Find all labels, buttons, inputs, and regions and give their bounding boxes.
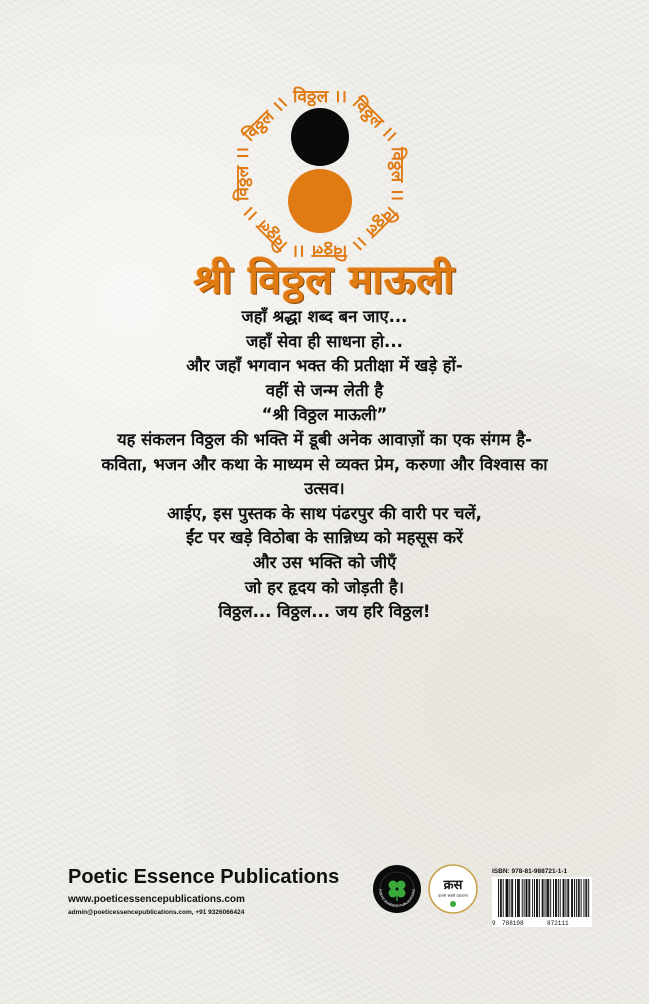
barcode-bar [503,879,504,917]
tilak-top-dot [291,108,349,166]
barcode-bar [512,879,513,917]
blurb-line: ईंट पर खड़े विठोबा के सान्निध्य को महसूस करें [186,528,463,548]
barcode-bar [498,879,499,917]
barcode-bar [547,879,548,917]
barcode-bar [588,879,589,917]
blurb-line: जो हर हृदय को जोड़ती है। [244,577,405,597]
barcode-bar [585,879,586,917]
barcode-digit-left: 9 [492,920,496,927]
barcode-digits-right: 872111 [547,920,569,927]
ring-word: विठ्ठल ।। [348,93,401,146]
blurb-line: कविता, भजन और कथा के माध्यम से व्यक्त प्रेम, करुणा और विश्वास का [101,454,548,474]
barcode-bar [506,879,507,917]
blurb-line: यह संकलन विठ्ठल की भक्ति में डूबी अनेक आवाज़ों का एक संगम है- [117,429,532,449]
barcode-digits-mid: 788198 [502,920,524,927]
barcode-bar [536,879,537,917]
barcode-bar [555,879,556,917]
blurb-line: उत्सव। [304,479,345,499]
isbn-barcode [492,877,592,927]
ring-word: विठ्ठल ।। [239,93,292,146]
barcode-bar [526,879,527,917]
barcode-bar [529,879,530,917]
ring-word: विठ्ठल ।। [233,147,253,201]
blurb-line: और जहाँ भगवान भक्त की प्रतीक्षा में खड़े हों- [186,356,463,376]
barcode-bar [556,879,557,917]
blurb-line: जहाँ सेवा ही साधना हो... [246,331,403,351]
barcode-bar [515,879,516,917]
barcode-bar [519,879,520,917]
barcode-bar [565,879,566,917]
blurb-line: आईए, इस पुस्तक के साथ पंढरपुर की वारी पर चलें, [167,503,482,523]
blurb-line: और उस भक्ति को जीएँ [252,552,397,572]
barcode-bar [522,879,523,917]
barcode-bar [539,879,540,917]
barcode-bar [572,879,573,917]
barcode-bar [511,879,512,917]
barcode-bar [548,879,549,917]
barcode-bar [527,879,528,917]
poetic-essence-logo-icon [372,864,422,914]
publisher-website: www.poeticessencepublications.com [68,894,245,905]
book-title: श्री विठ्ठल माऊली [193,256,456,303]
barcode-bar [564,879,565,917]
barcode-bar [517,879,518,917]
ring-word: विठ्ठल ।। [239,202,292,255]
barcode-bar [584,879,585,917]
barcode-bar [567,879,568,917]
barcode-bar [563,879,564,917]
barcode-bar [534,879,535,917]
barcode-bar [550,879,551,917]
isbn-label: ISBN: 978-81-988721-1-1 [492,868,568,875]
barcode-bar [558,879,559,917]
barcode-bar [571,879,572,917]
barcode-bar [553,879,554,917]
barcode-bar [501,879,502,917]
barcode-bar [574,879,575,917]
barcode-bar [581,879,582,917]
logo2-caption: कलम सबसे प्रकाशन [438,893,468,898]
barcode-bar [542,879,543,917]
barcode-bar [524,879,525,917]
barcode-bar [586,879,587,917]
blurb [0,305,649,625]
barcode-bar [508,879,509,917]
tilak-bottom-dot [288,169,352,233]
barcode-bar [507,879,508,917]
ring-word: विठ्ठल ।। [293,241,347,261]
barcode-bar [576,879,577,917]
barcode-bar [528,879,529,917]
publisher-name: Poetic Essence Publications [68,866,340,888]
barcode-bar [518,879,519,917]
logo1-caption: POETIC ESSENCE PUBLICATIONS [377,888,417,909]
barcode-bar [545,879,546,917]
blurb-line: वहीं से जन्म लेती है [265,380,384,400]
barcode-bar [543,879,544,917]
barcode-bar [560,879,561,917]
ring-word: विठ्ठल ।। [293,87,347,107]
barcode-bar [500,879,501,917]
blurb-line: जहाँ श्रद्धा शब्द बन जाए... [241,307,408,326]
ring-word: विठ्ठल ।। [387,147,407,201]
blurb-line: “श्री विठ्ठल माऊली” [261,405,388,425]
barcode-bar [579,879,580,917]
barcode-bar [537,879,538,917]
ring-word: विठ्ठल ।। [348,202,401,255]
vitthal-emblem-icon [231,85,409,263]
barcode-bar [509,879,510,917]
barcode-bar [578,879,579,917]
kalam-prakashan-logo-icon [428,864,478,914]
barcode-bar [532,879,533,917]
barcode-bar [546,879,547,917]
barcode-bar [568,879,569,917]
blurb-line: विठ्ठल... विठ्ठल... जय हरि विठ्ठल! [218,602,431,622]
logo2-mark: क्रस [443,878,463,893]
publisher-contact: admin@poeticessencepublications.com, +91 9326066424 [68,909,245,916]
